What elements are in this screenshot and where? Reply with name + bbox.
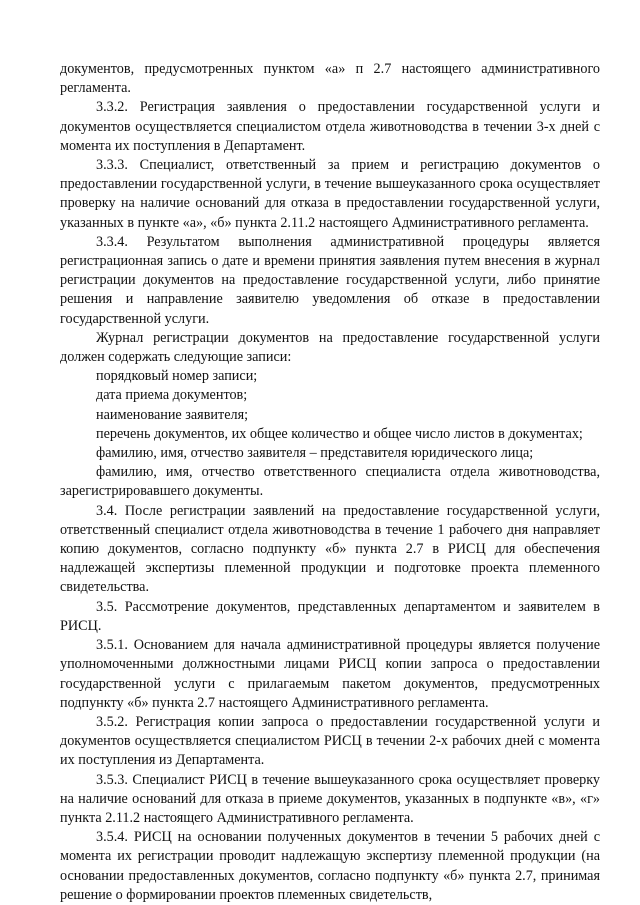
paragraph: 3.4. После регистрации заявлений на предоставление государственной услуги, ответственный специалист отдела животноводства в течение 1 рабочего дня направляет копию документов, согласно подпункту «б» пункта 2.7 в РИСЦ для обеспечения надлежащей экспертизы племенной продукции и подготовке проекта племенного свидетельства. xyxy=(60,502,600,596)
paragraph: 3.5.1. Основанием для начала административной процедуры является получение уполномоченными должностными лицами РИСЦ копии запроса о предоставлении государственной услуги с прилагаемым пакетом документов, предусмотренных подпункту «б» пункта 2.7 настоящего Административного регламента. xyxy=(60,637,600,711)
paragraph: 3.3.4. Результатом выполнения административной процедуры является регистрационная запись о дате и времени принятия заявления путем внесения в журнал регистрации документов на предоставление государственной услуги, либо принятие решения и направление заявителю уведомления об отказе в предоставлении государственной услуги. xyxy=(60,233,600,327)
list-item: порядковый номер записи; xyxy=(96,368,258,385)
list-item: перечень документов, их общее количество и общее число листов в документах; xyxy=(96,425,583,442)
paragraph: 3.3.2. Регистрация заявления о предоставлении государственной услуги и документов осуществляется специалистом отдела животноводства в течении 3-х дней с момента их поступления в Департамент. xyxy=(60,99,600,154)
paragraph: Журнал регистрации документов на предоставление государственной услуги должен содержать следующие записи: xyxy=(60,329,600,366)
paragraph: 3.5.4. РИСЦ на основании полученных документов в течении 5 рабочих дней с момента их регистрации проводит надлежащую экспертизу племенной продукции (на основании предоставленных документов, согласно подпункту «б» пункта 2.7, принимая решение о формировании проектов племенных свидетельств, xyxy=(60,829,600,903)
paragraph: 3.5. Рассмотрение документов, представленных департаментом и заявителем в РИСЦ. xyxy=(60,598,600,634)
list-item: фамилию, имя, отчество ответственного специалиста отдела животноводства, зарегистрировавшего документы. xyxy=(60,464,600,500)
paragraph: 3.5.2. Регистрация копии запроса о предоставлении государственной услуги и документов осуществляется специалистом РИСЦ в течении 2-х рабочих дней с момента их поступления из Департамента. xyxy=(60,713,600,769)
paragraph: 3.5.3. Специалист РИСЦ в течение вышеуказанного срока осуществляет проверку на наличие оснований для отказа в приеме документов, указанных в подпункте «в», «г» пункта 2.11.2 настоящего Административного регламента. xyxy=(60,771,600,826)
list-item: наименование заявителя; xyxy=(96,406,249,423)
paragraph: 3.3.3. Специалист, ответственный за прием и регистрацию документов о предоставлении государственной услуги, в течение вышеуказанного срока осуществляет проверку на наличие оснований для отказа в предоставлении государственной услуги, указанных в пункте «а», «б» пункта 2.11.2 настоящего Административного регламента. xyxy=(60,157,600,231)
list-item: дата приема документов; xyxy=(96,387,248,404)
list-item: фамилию, имя, отчество заявителя – представителя юридического лица; xyxy=(96,445,534,462)
paragraph: документов, предусмотренных пунктом «а» п 2.7 настоящего административного регламента. xyxy=(60,61,600,97)
